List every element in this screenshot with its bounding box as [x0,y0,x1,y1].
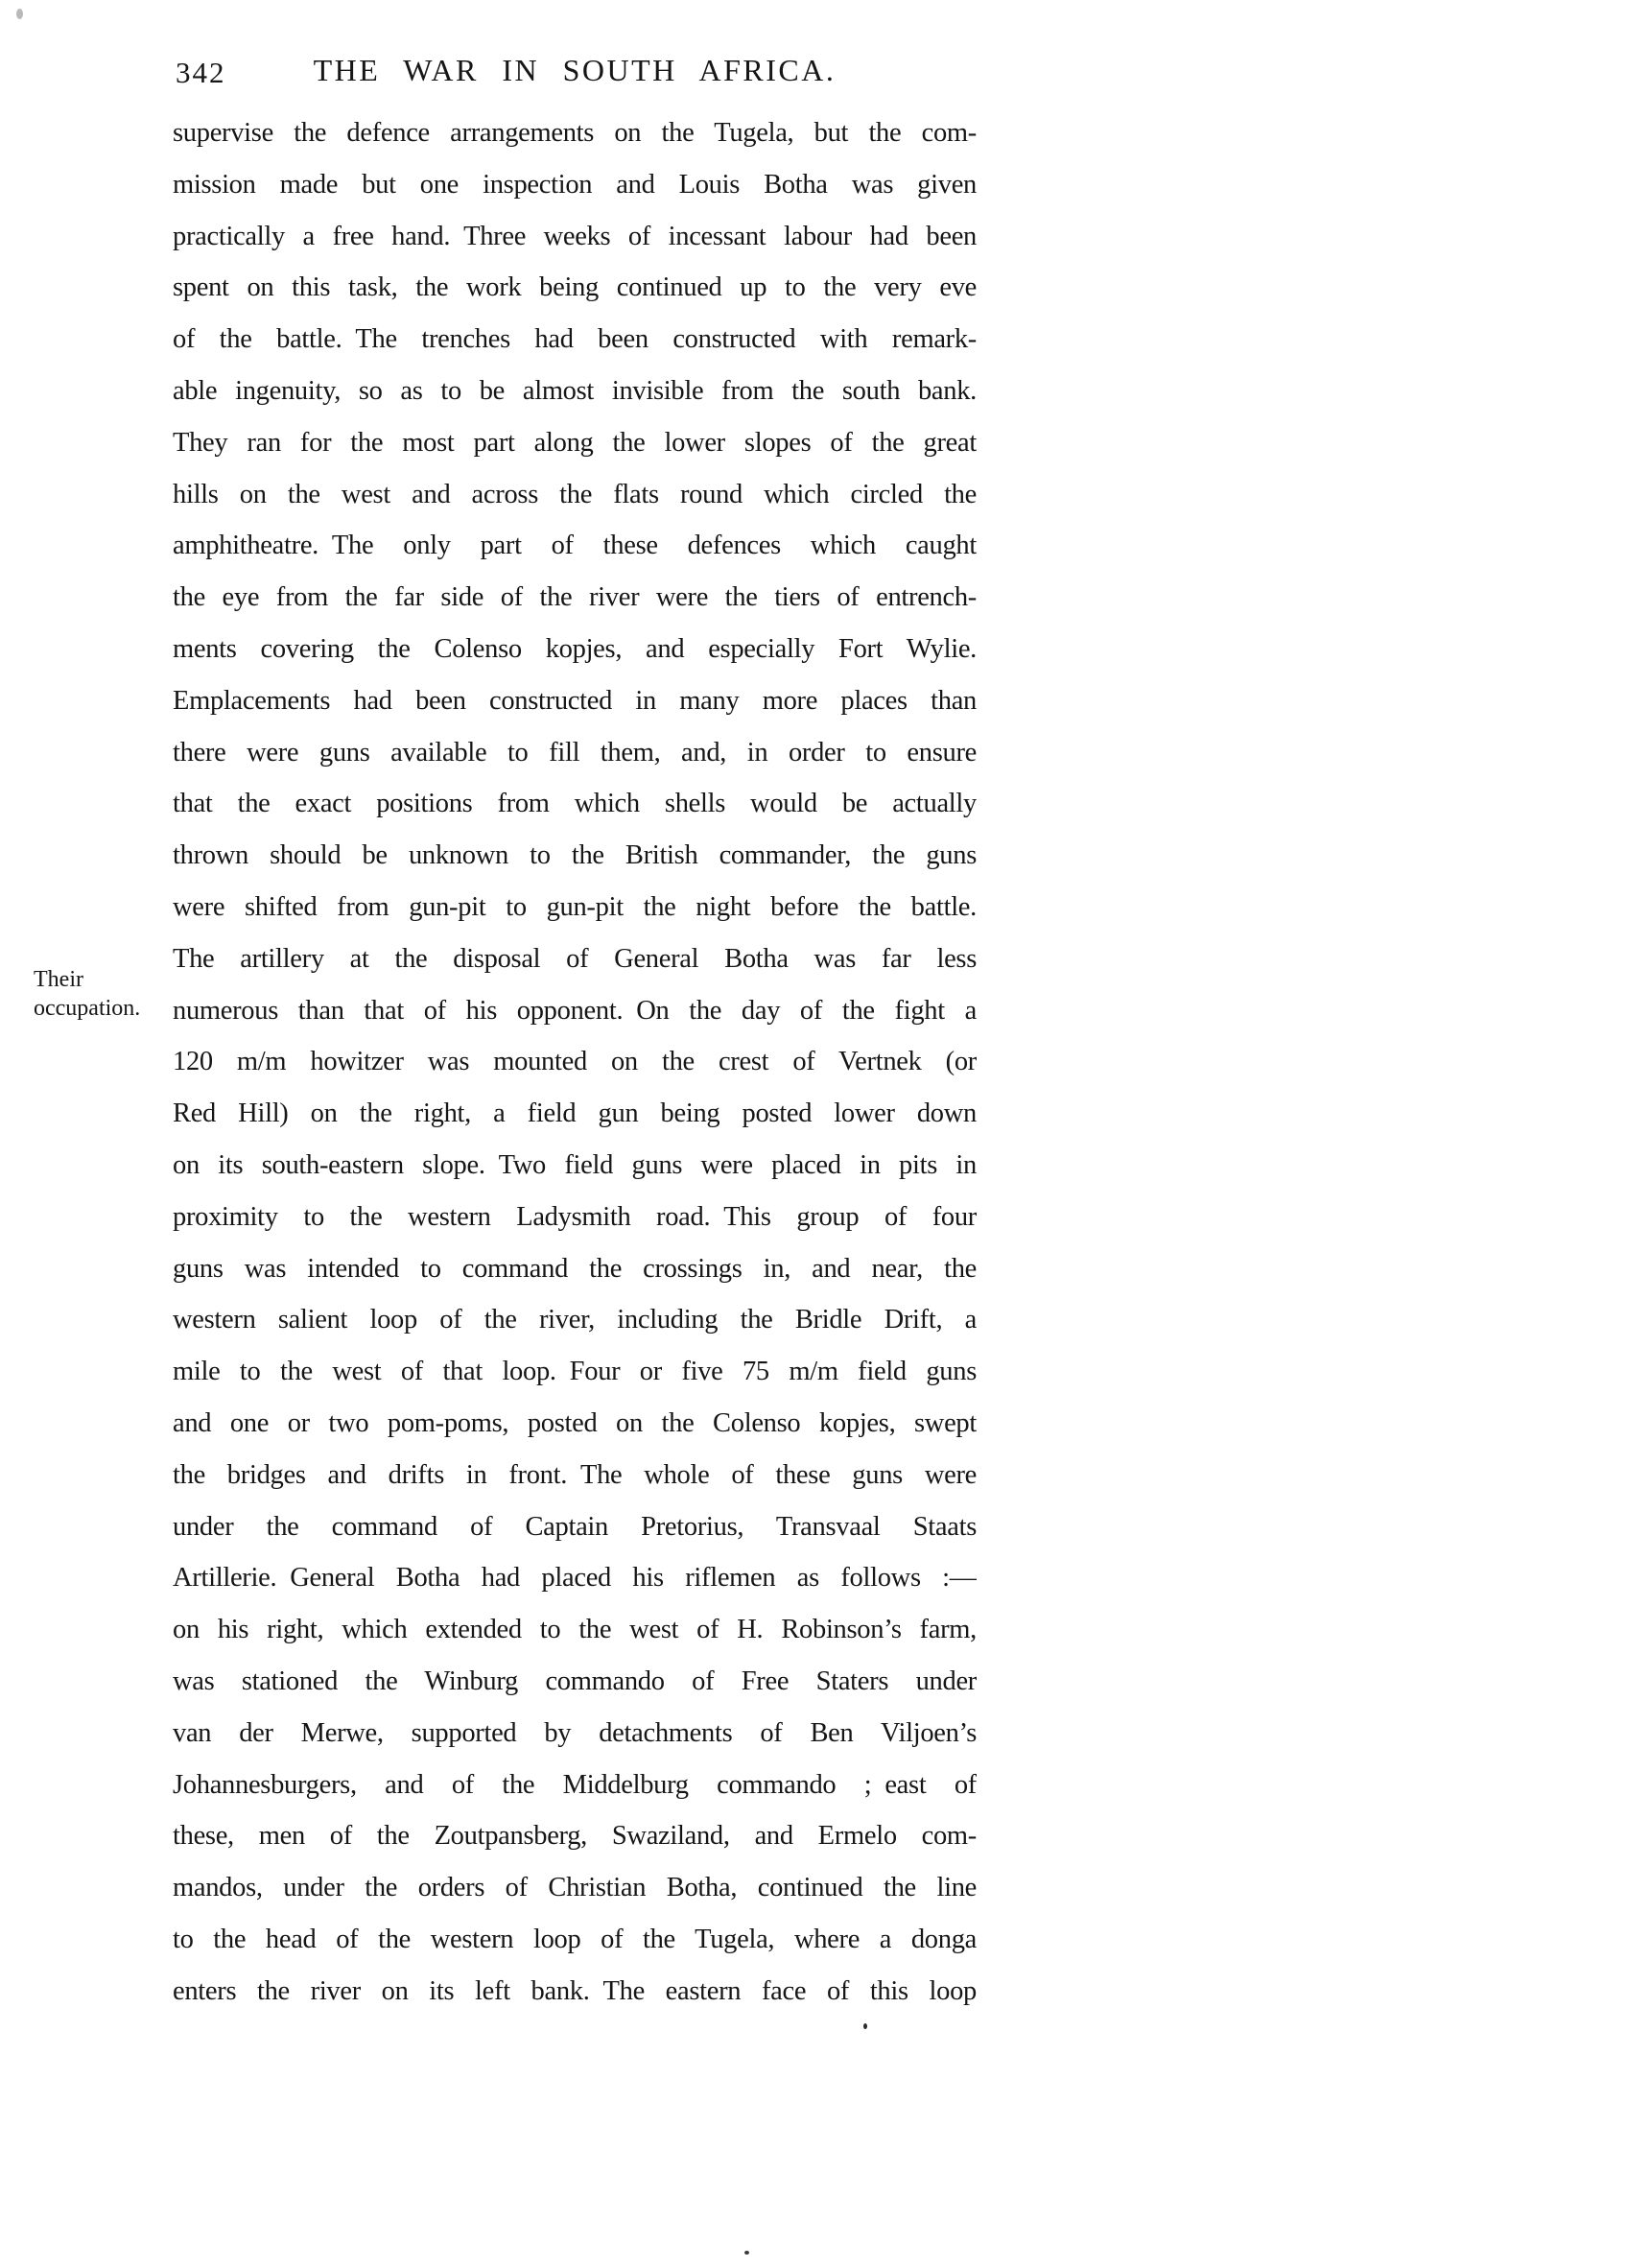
text-line: Johannesburgers, and of the Middelburg commando ; east of [173,1769,977,1800]
text-line: amphitheatre. The only part of these defences which caught [173,531,977,561]
text-line: Red Hill) on the right, a field gun being posted lower down [173,1099,977,1129]
text-line: hills on the west and across the flats round which circled the [173,479,977,509]
text-line: the bridges and drifts in front. The whole of these guns were [173,1459,977,1490]
text-line: van der Merwe, supported by detachments of Ben Viljoen’s [173,1717,977,1748]
margin-note-line: Their [34,967,83,992]
text-line: ments covering the Colenso kopjes, and especially Fort Wylie. [173,633,977,664]
text-line: numerous than that of his opponent. On the day of the fight a [173,995,977,1026]
text-line: thrown should be unknown to the British commander, the guns [173,840,977,871]
text-line: that the exact positions from which shells would be actually [173,789,977,819]
text-line: of the battle. The trenches had been constructed with remark- [173,324,977,355]
text-line: They ran for the most part along the lower slopes of the great [173,427,977,458]
text-line: enters the river on its left bank. The eastern face of this loop [173,1975,977,2006]
text-line: able ingenuity, so as to be almost invisible from the south bank. [173,375,977,406]
margin-note [34,965,187,1023]
text-line: western salient loop of the river, including the Bridle Drift, a [173,1305,977,1335]
text-line: 120 m/m howitzer was mounted on the crest of Vertnek (or [173,1047,977,1077]
text-line: on his right, which extended to the west of H. Robinson’s farm, [173,1615,977,1645]
text-line: proximity to the western Ladysmith road. This group of four [173,1201,977,1232]
text-line: these, men of the Zoutpansberg, Swaziland, and Ermelo com- [173,1821,977,1852]
text-line: Artillerie. General Botha had placed his riflemen as follows :— [173,1563,977,1594]
text-line: mission made but one inspection and Louis Botha was given [173,169,977,200]
page-number: 342 [176,56,226,89]
running-title: THE WAR IN SOUTH AFRICA. [313,53,837,87]
scan-speck [863,2023,867,2029]
scan-speck [16,9,23,19]
text-line: the eye from the far side of the river were the tiers of entrench- [173,582,977,613]
text-line: on its south-eastern slope. Two field guns were placed in pits in [173,1149,977,1180]
body-paragraph [173,107,977,2017]
text-line: practically a free hand. Three weeks of incessant labour had been [173,221,977,251]
scan-speck [744,2251,749,2255]
text-line: mandos, under the orders of Christian Botha, continued the line [173,1873,977,1903]
text-line: The artillery at the disposal of General Botha was far less [173,943,977,974]
text-line: Emplacements had been constructed in many more places than [173,685,977,716]
text-line: spent on this task, the work being continued up to the very eve [173,272,977,303]
text-line: there were guns available to fill them, and, in order to ensure [173,737,977,768]
text-line: to the head of the western loop of the Tugela, where a donga [173,1924,977,1954]
text-line: and one or two pom-poms, posted on the Colenso kopjes, swept [173,1407,977,1438]
text-line: supervise the defence arrangements on the Tugela, but the com- [173,118,977,148]
text-line: was stationed the Winburg commando of Free Staters under [173,1666,977,1696]
text-line: were shifted from gun-pit to gun-pit the night before the battle. [173,891,977,922]
text-line: guns was intended to command the crossings in, and near, the [173,1253,977,1284]
text-line: under the command of Captain Pretorius, Transvaal Staats [173,1511,977,1542]
margin-note-line: occupation. [34,996,141,1021]
page-header [173,53,977,95]
text-line: mile to the west of that loop. Four or five 75 m/m field guns [173,1357,977,1387]
